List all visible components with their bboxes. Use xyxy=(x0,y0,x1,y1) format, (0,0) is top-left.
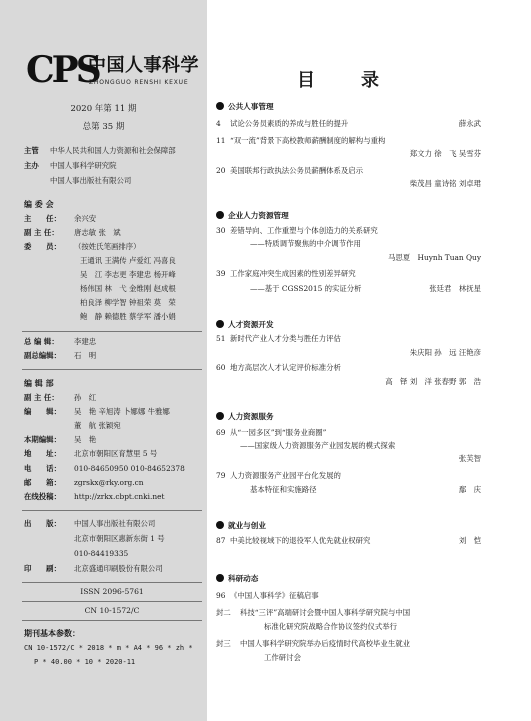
sponsor-value: 中华人民共和国人力资源和社会保障部 xyxy=(50,146,176,155)
bullet-icon xyxy=(216,211,224,219)
members-line: 柏良泽 柳学智 钟祖荣 莫 荣 xyxy=(80,298,176,307)
params-line-1: CN 10-1572/C * 2018 * m * A4 * 96 * zh * xyxy=(24,644,193,652)
toc-entry[interactable]: 69 从“一园多区”到“服务业商圈” xyxy=(216,428,327,437)
vice-chief-editor: 副总编辑： 石 明 xyxy=(24,351,97,360)
toc-entry[interactable]: 4 试论公务员素质的养成与胜任的提升 xyxy=(216,119,349,128)
toc-author: 张廷君 林抚星 xyxy=(429,284,481,293)
sponsor-label: 主管 xyxy=(24,146,39,155)
publisher-address: 北京市朝阳区惠新东街 1 号 xyxy=(74,534,165,543)
toc-entry[interactable]: 96 《中国人事科学》征稿启事 xyxy=(216,591,319,600)
masthead-panel xyxy=(0,0,207,721)
toc-author: 柴茂昌 童诗铭 刘卓珺 xyxy=(409,179,481,188)
phone: 电 话： 010-84650950 010-84652378 xyxy=(24,464,185,473)
toc-author: 刘 恺 xyxy=(458,536,481,545)
toc-category: 人才资源开发 xyxy=(216,319,274,331)
toc-author: 鄢 庆 xyxy=(458,485,481,494)
toc-entry[interactable]: 20 美国联邦行政执法公务员薪酬体系及启示 xyxy=(216,166,364,175)
toc-entry[interactable]: 封三 中国人事科学研究院举办后疫情时代高校毕业生就业 xyxy=(216,639,410,648)
online-submit: 在线投稿： http://zrkx.cbpt.cnki.net xyxy=(24,492,165,501)
sponsor-line xyxy=(24,145,176,157)
toc-author: 张芙智 xyxy=(458,454,481,463)
divider xyxy=(22,601,202,602)
members-line: 鲍 静 赖德胜 蔡学军 潘小娟 xyxy=(80,312,176,321)
toc-category: 公共人事管理 xyxy=(216,101,274,113)
publisher: 出 版： 中国人事出版社有限公司 xyxy=(24,519,156,528)
dept-editors-2: 董 航 张颖宛 xyxy=(74,421,121,430)
toc-subtitle: 基本特征和实施路径 xyxy=(250,485,317,494)
cn-code: CN 10-1572/C xyxy=(84,606,140,615)
toc-category: 人力资源服务 xyxy=(216,411,274,423)
address: 地 址： 北京市朝阳区育慧里 5 号 xyxy=(24,449,158,458)
toc-subtitle: ——特质调节聚焦的中介调节作用 xyxy=(250,239,361,248)
toc-category: 科研动态 xyxy=(216,573,258,585)
email: 邮 箱： zgrskx@rky.org.cn xyxy=(24,478,144,487)
publisher-phone: 010-84419335 xyxy=(74,549,129,558)
divider xyxy=(22,582,202,583)
params-line-2: P * 40.00 * 10 * 2020-11 xyxy=(34,658,136,666)
toc-subtitle: ——基于 CGSS2015 的实证分析 xyxy=(250,284,362,293)
toc-author: 朱庆阳 孙 远 汪艳彦 xyxy=(409,348,481,357)
toc-entry[interactable]: 封二 科技“三评”高端研讨会暨中国人事科学研究院与中国 xyxy=(216,608,411,617)
toc-subtitle: ——国家级人力资源服务产业园发展的模式探索 xyxy=(240,441,396,450)
logo-name-cn: 中国人事科学 xyxy=(88,55,199,76)
toc-category: 就业与创业 xyxy=(216,520,266,532)
toc-entry[interactable]: 11 “双一流”背景下高校教师薪酬制度的解构与重构 xyxy=(216,136,386,145)
toc-entry[interactable]: 79 人力资源服务产业园平台化发展的 xyxy=(216,471,341,480)
toc-title: 目 录 xyxy=(297,70,379,91)
toc-subtitle: 标准化研究院战略合作协议签约仪式举行 xyxy=(264,622,398,631)
committee-members: 委 员： （按姓氏笔画排序） xyxy=(24,242,141,251)
dept-heading: 编 辑 部 xyxy=(24,378,54,388)
params-heading: 期刊基本参数： xyxy=(24,628,80,638)
members-line: 王通讯 王满传 卢爱红 冯喜良 xyxy=(80,256,176,265)
divider xyxy=(22,331,202,332)
bullet-icon xyxy=(216,574,224,582)
toc-category: 企业人力资源管理 xyxy=(216,210,289,222)
toc-entry[interactable]: 30 差错导向、工作重塑与个体创造力的关系研究 xyxy=(216,226,378,235)
toc-author: 郑文力 徐 飞 吴雪芬 xyxy=(409,149,481,158)
issue-number: 2020 年第 11 期 xyxy=(70,104,137,114)
toc-entry[interactable]: 60 地方高层次人才认定评价标准分析 xyxy=(216,363,341,372)
members-line: 吴 江 李志更 李建忠 杨开峰 xyxy=(80,270,176,279)
divider xyxy=(22,369,202,370)
committee-deputy: 副 主 任： 唐志敏 张 斌 xyxy=(24,228,121,237)
toc-author: 薛永武 xyxy=(458,119,481,128)
issue-total: 总第 35 期 xyxy=(82,122,125,132)
bullet-icon xyxy=(216,102,224,110)
divider xyxy=(22,510,202,511)
toc-entry[interactable]: 51 新时代产业人才分类与胜任力评估 xyxy=(216,334,341,343)
printer: 印 刷： 北京盛通印刷股份有限公司 xyxy=(24,564,163,573)
logo-abbr: CPS xyxy=(26,49,99,91)
organizer-value-2: 中国人事出版社有限公司 xyxy=(50,176,132,185)
toc-subtitle: 工作研讨会 xyxy=(264,653,301,662)
committee-director: 主 任： 余兴安 xyxy=(24,214,97,223)
toc-author: 马思夏 Huynh Tuan Quy xyxy=(387,253,481,262)
logo-name-en: ZHONGGUO RENSHI KEXUE xyxy=(89,79,189,86)
organizer-line xyxy=(24,160,117,172)
toc-entry[interactable]: 39 工作家庭冲突生成因素的性别差异研究 xyxy=(216,269,356,278)
toc-entry[interactable]: 87 中美比较视域下的退役军人优先就业权研究 xyxy=(216,536,371,545)
bullet-icon xyxy=(216,320,224,328)
dept-editors: 编 辑： 吴 艳 辛旭涛 卜娜娜 牛雅娜 xyxy=(24,407,170,416)
bullet-icon xyxy=(216,521,224,529)
bullet-icon xyxy=(216,412,224,420)
committee-heading: 编 委 会 xyxy=(24,199,54,209)
issn-code: ISSN 2096-5761 xyxy=(80,587,144,596)
members-line: 杨伟国 林 弋 金维刚 赵成根 xyxy=(80,284,176,293)
chief-editor: 总 编 辑： 李建忠 xyxy=(24,337,97,346)
organizer-value: 中国人事科学研究院 xyxy=(50,161,117,170)
issue-editor: 本期编辑： 吴 艳 xyxy=(24,435,97,444)
toc-author: 高 铎 刘 洋 张春野 郭 浩 xyxy=(385,377,481,386)
divider xyxy=(22,620,202,621)
dept-head: 副 主 任： 孙 红 xyxy=(24,393,97,402)
organizer-label: 主办 xyxy=(24,161,39,170)
journal-logo xyxy=(26,49,206,94)
